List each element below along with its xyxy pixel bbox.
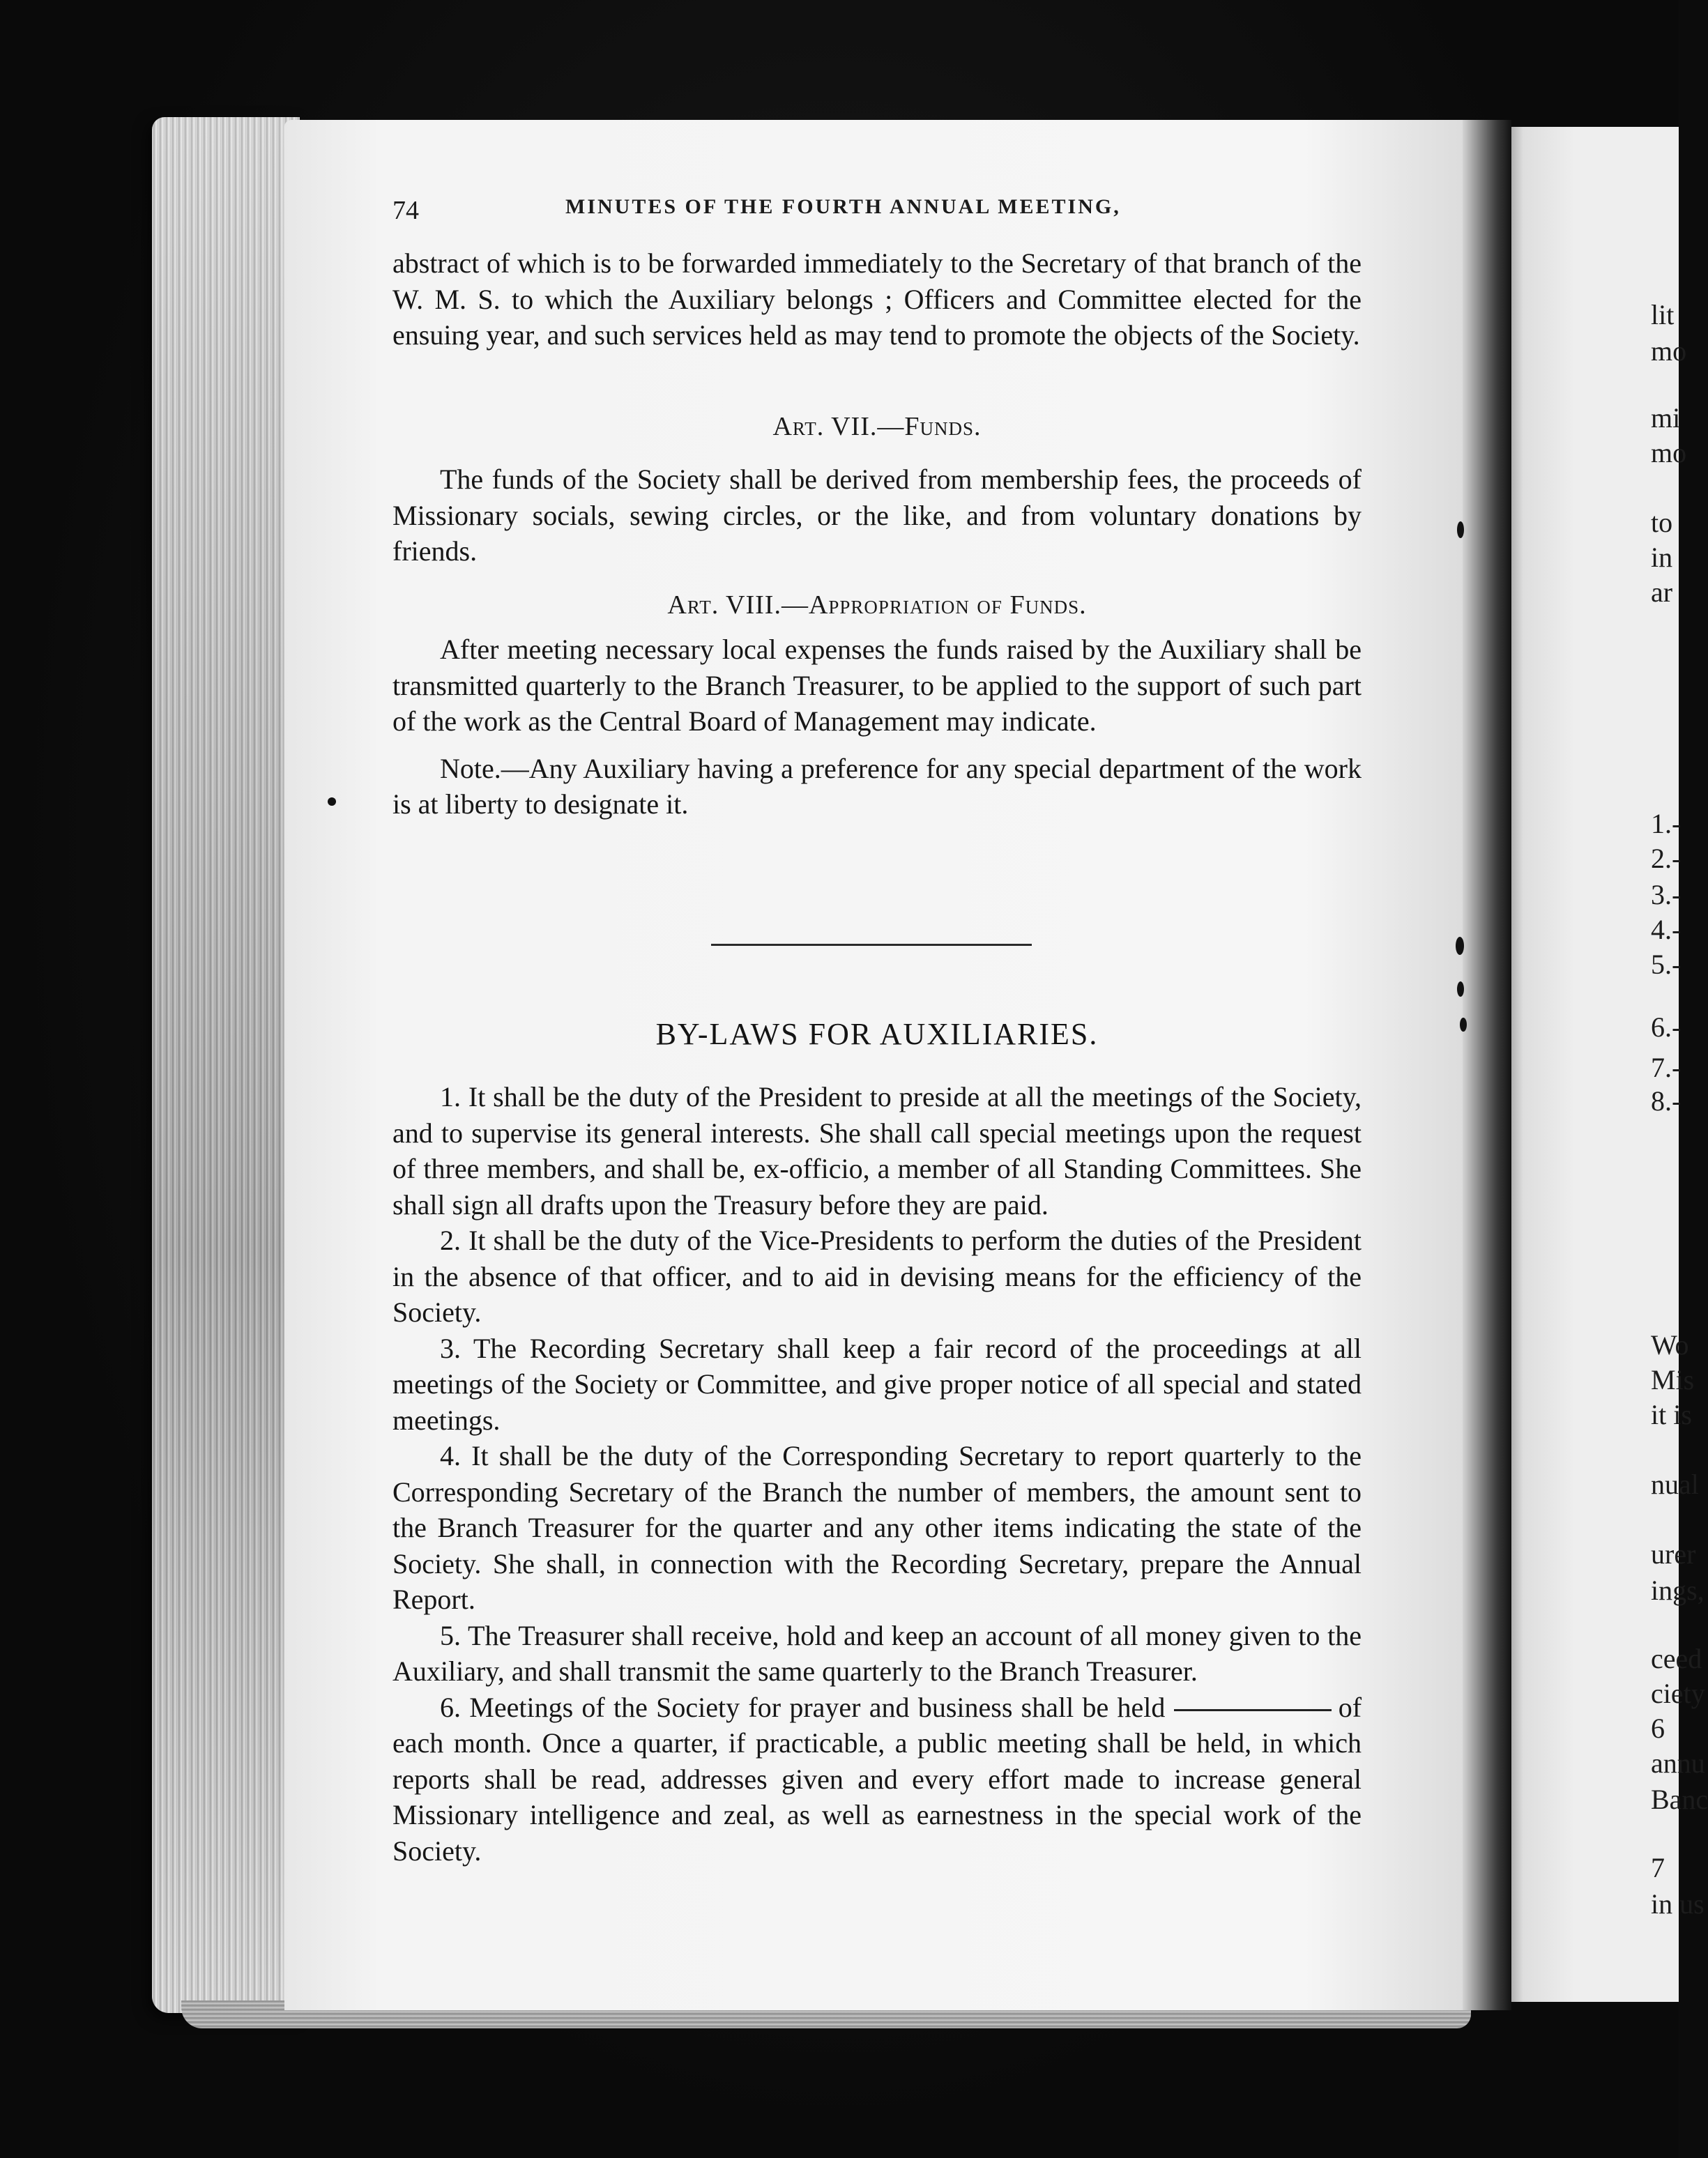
article-vii-text: The funds of the Society shall be derived from membership fees, the proceeds of Missionary socials, sewing circles, or the like, and from voluntary donations by friends. bbox=[392, 464, 1362, 567]
facing-fragment: it is bbox=[1651, 1399, 1692, 1430]
article-viii-heading: Art. VIII.—Appropriation of Funds. bbox=[667, 590, 1087, 620]
facing-fragment: 7.- bbox=[1651, 1052, 1682, 1083]
page-number: 74 bbox=[392, 196, 419, 225]
bylaws-title: BY-LAWS FOR AUXILIARIES. bbox=[655, 1017, 1099, 1051]
section-divider bbox=[711, 944, 1032, 946]
bylaws-list bbox=[392, 1079, 1362, 1869]
facing-fragment: 6.- bbox=[1651, 1011, 1682, 1043]
facing-fragment: 1.- bbox=[1651, 808, 1682, 839]
book-gutter bbox=[1463, 120, 1511, 2010]
blank-fill-line bbox=[1174, 1709, 1332, 1711]
bylaw-item: 4. It shall be the duty of the Corresponding Secretary to report quarterly to the Corresponding Secretary of the Branch the number of members, the amount sent to the Branch Treasurer for the quarter and any other items indicating the state of the Society. She shall, in connection with the Recording Secretary, prepare the Annual Report. bbox=[392, 1440, 1362, 1615]
facing-fragment: nual bbox=[1651, 1469, 1699, 1500]
facing-fragment: 6 bbox=[1651, 1713, 1665, 1744]
facing-fragment: 7 bbox=[1651, 1852, 1665, 1883]
facing-fragment: in bbox=[1651, 542, 1673, 573]
facing-fragment: mi bbox=[1651, 402, 1681, 434]
article-viii-note: Note.—Any Auxiliary having a preference for any special department of the work is at liberty to designate it. bbox=[392, 752, 1362, 820]
facing-fragment: to bbox=[1651, 507, 1673, 538]
facing-fragment: ings, bbox=[1651, 1575, 1705, 1606]
facing-fragment: Wo bbox=[1651, 1329, 1689, 1361]
bylaw-item: 2. It shall be the duty of the Vice-Presidents to perform the duties of the President in the absence of that officer, and to aid in devising means for the efficiency of the Society. bbox=[392, 1225, 1362, 1328]
facing-fragment: Banc bbox=[1651, 1784, 1708, 1815]
facing-page-text bbox=[1651, 0, 1708, 2158]
facing-fragment: lit bbox=[1651, 299, 1675, 330]
facing-fragment: 2.- bbox=[1651, 843, 1682, 874]
bylaw-item-6-number: 6. bbox=[440, 1691, 461, 1723]
facing-fragment: mo bbox=[1651, 335, 1687, 367]
running-head: MINUTES OF THE FOURTH ANNUAL MEETING, bbox=[565, 195, 1121, 218]
intro-paragraph-block bbox=[392, 245, 1362, 353]
facing-fragment: 3.- bbox=[1651, 879, 1682, 910]
facing-fragment: annu bbox=[1651, 1747, 1705, 1779]
facing-fragment: urer bbox=[1651, 1538, 1696, 1570]
ink-speck bbox=[1457, 981, 1464, 997]
facing-fragment: ciety bbox=[1651, 1678, 1705, 1709]
page-stack-edge bbox=[152, 117, 300, 2013]
facing-fragment: 4.- bbox=[1651, 914, 1682, 945]
facing-fragment: ceed bbox=[1651, 1643, 1702, 1674]
intro-paragraph: abstract of which is to be forwarded immediately to the Secretary of that branch of the W. M. S. to which the Auxiliary belongs ; Officers and Committee elected for the ensuing year, and such services held as may tend to promote the objects of the Society. bbox=[392, 247, 1362, 351]
bylaw-item-6-text-start: Meetings of the Society for prayer and business shall be held bbox=[469, 1691, 1166, 1723]
bylaw-item: 1. It shall be the duty of the President to preside at all the meetings of the Society, and to supervise its general interests. She shall call special meetings upon the request of three members, and shall be, ex-officio, a member of all Standing Committees. She shall sign all drafts upon the Treasury before they are paid. bbox=[392, 1081, 1362, 1220]
ink-speck bbox=[1456, 937, 1464, 955]
article-viii-text: After meeting necessary local expenses the funds raised by the Auxiliary shall be transmitted quarterly to the Branch Treasurer, to be applied to the support of such part of the work as the Central Board of Management may indicate. bbox=[392, 634, 1362, 737]
bylaw-item-6-text-end: of each month. Once a quarter, if practicable, a public meeting shall be held, in which reports shall be read, addresses given and every effort made to increase general Missionary intelligence and zeal, as well as earnestness in the special work of the Society. bbox=[392, 1691, 1362, 1867]
facing-fragment: 8.- bbox=[1651, 1085, 1682, 1117]
article-viii-body bbox=[392, 632, 1362, 822]
facing-fragment: mo bbox=[1651, 437, 1687, 468]
facing-fragment: in us bbox=[1651, 1888, 1705, 1920]
facing-fragment: 5.- bbox=[1651, 949, 1682, 980]
page-header bbox=[392, 187, 1368, 229]
ink-speck bbox=[328, 797, 336, 806]
article-vii-body bbox=[392, 461, 1362, 569]
bylaw-item: 5. The Treasurer shall receive, hold and keep an account of all money given to the Auxiliary, and shall transmit the same quarterly to the Branch Treasurer. bbox=[392, 1619, 1362, 1687]
article-vii-heading: Art. VII.—Funds. bbox=[772, 412, 982, 441]
bylaw-item-6 bbox=[392, 1690, 1362, 1869]
ink-speck bbox=[1460, 1018, 1467, 1032]
bylaw-item: 3. The Recording Secretary shall keep a fair record of the proceedings at all meetings of the Society or Committee, and give proper notice of all special and stated meetings. bbox=[392, 1332, 1362, 1436]
ink-speck bbox=[1457, 521, 1464, 538]
facing-fragment: Mis bbox=[1651, 1364, 1695, 1395]
facing-fragment: ar bbox=[1651, 576, 1673, 608]
